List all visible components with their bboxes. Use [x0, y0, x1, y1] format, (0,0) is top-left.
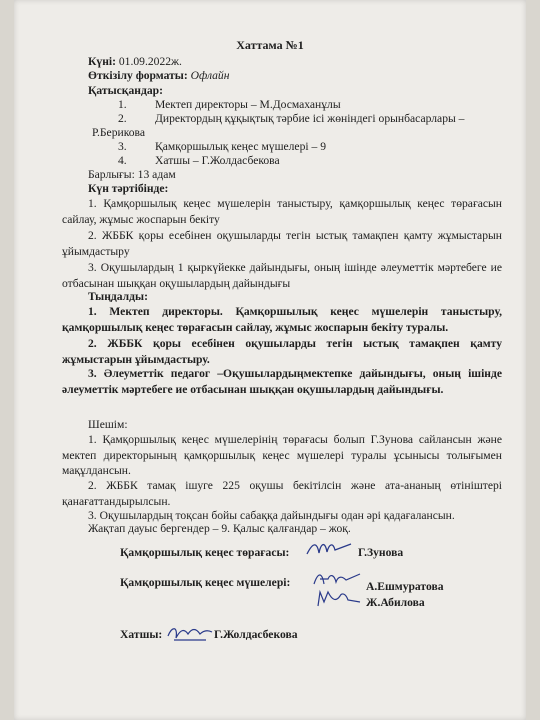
decision-item: 3. Оқушылардың тоқсан бойы сабаққа дайындығы одан әрі қадағалансын.	[88, 509, 455, 522]
participant-num: 2.	[118, 112, 127, 125]
participant-text: Мектеп директоры – М.Досмаханұлы	[155, 98, 341, 111]
secretary-signature	[166, 622, 214, 644]
decision-item: 2. ЖББК тамақ ішуге 225 оқушы бекітілсін және ата-ананың өтініштері қанағаттандырылсын.	[62, 479, 502, 508]
format-value: Офлайн	[190, 69, 230, 82]
document-title: Хаттама №1	[236, 38, 304, 52]
participant-text: Р.Берикова	[92, 126, 146, 139]
agenda-item: 1. Қамқоршылық кеңес мүшелерін таныстыру, қамқоршылық кеңес төрағасын сайлау, жұмыс жоспарын бекіту	[62, 197, 502, 226]
member2-name: Ж.Абилова	[366, 596, 425, 609]
heard-item: 2. ЖББК қоры есебінен оқушыларды тегін ыстық тамақпен қамту жұмыстарын ұйымдастыру.	[62, 337, 502, 366]
agenda-item: 3. Оқушылардың 1 қыркүйекке дайындығы, оның ішінде әлеуметтік мәртебеге ие отбасынан шыққан оқушылардың дайындығы	[62, 261, 502, 290]
decision-label: Шешім:	[88, 418, 128, 431]
total-count: Барлығы: 13 адам	[88, 168, 176, 181]
date-value: 01.09.2022ж.	[118, 55, 182, 68]
participant-text: Қамқоршылық кеңес мүшелері – 9	[155, 140, 326, 153]
participant-text: Хатшы – Г.Жолдасбекова	[155, 154, 280, 167]
members-label: Қамқоршылық кеңес мүшелері:	[120, 576, 291, 589]
participant-num: 1.	[118, 98, 127, 111]
agenda-item: 2. ЖББК қоры есебінен оқушыларды тегін ыстық тамақпен қамту жұмыстарын ұйымдастыру	[62, 229, 502, 258]
chair-name: Г.Зунова	[358, 546, 404, 559]
member2-signature	[314, 588, 364, 610]
participant-text: Директордың құқықтық тәрбие ісі жөніндегі орынбасарлары –	[155, 112, 465, 125]
date-label: Күні:	[88, 55, 116, 68]
participant-num: 4.	[118, 154, 127, 167]
format-row	[88, 69, 229, 83]
agenda-label: Күн тәртібінде:	[88, 182, 169, 195]
secretary-label: Хатшы:	[120, 628, 163, 641]
heard-item: 1. Мектеп директоры. Қамқоршылық кеңес мүшелерін таныстыру, қамқоршылық кеңес төрағасын сайлау, жұмыс жоспарын бекіту туралы.	[62, 305, 502, 334]
date-row	[88, 55, 182, 69]
member1-name: А.Ешмуратова	[366, 580, 444, 593]
chair-signature	[305, 538, 355, 560]
format-label: Өткізілу форматы:	[88, 69, 188, 82]
participant-num: 3.	[118, 140, 127, 153]
decision-item: 1. Қамқоршылық кеңес мүшелерінің төрағасы болып Г.Зунова сайлансын және мектеп директорының қамқоршылық кеңес мүшелері туралы ұсынысы толығымен мақұлдансын.	[62, 433, 502, 477]
chair-label: Қамқоршылық кеңес төрағасы:	[120, 546, 290, 559]
secretary-name: Г.Жолдасбекова	[214, 628, 298, 641]
heard-label: Тыңдалды:	[88, 290, 148, 303]
heard-item: 3. Әлеуметтік педагог –Оқушылардыңмектепке дайындығы, оның ішінде әлеуметтік мәртебеге ие отбасынан шыққан оқушылардың дайындығы.	[62, 367, 502, 396]
vote-result: Жақтап дауыс бергендер – 9. Қалыс қалғандар – жоқ.	[88, 522, 351, 535]
member1-signature	[312, 570, 362, 590]
participants-label: Қатысқандар:	[88, 84, 163, 97]
